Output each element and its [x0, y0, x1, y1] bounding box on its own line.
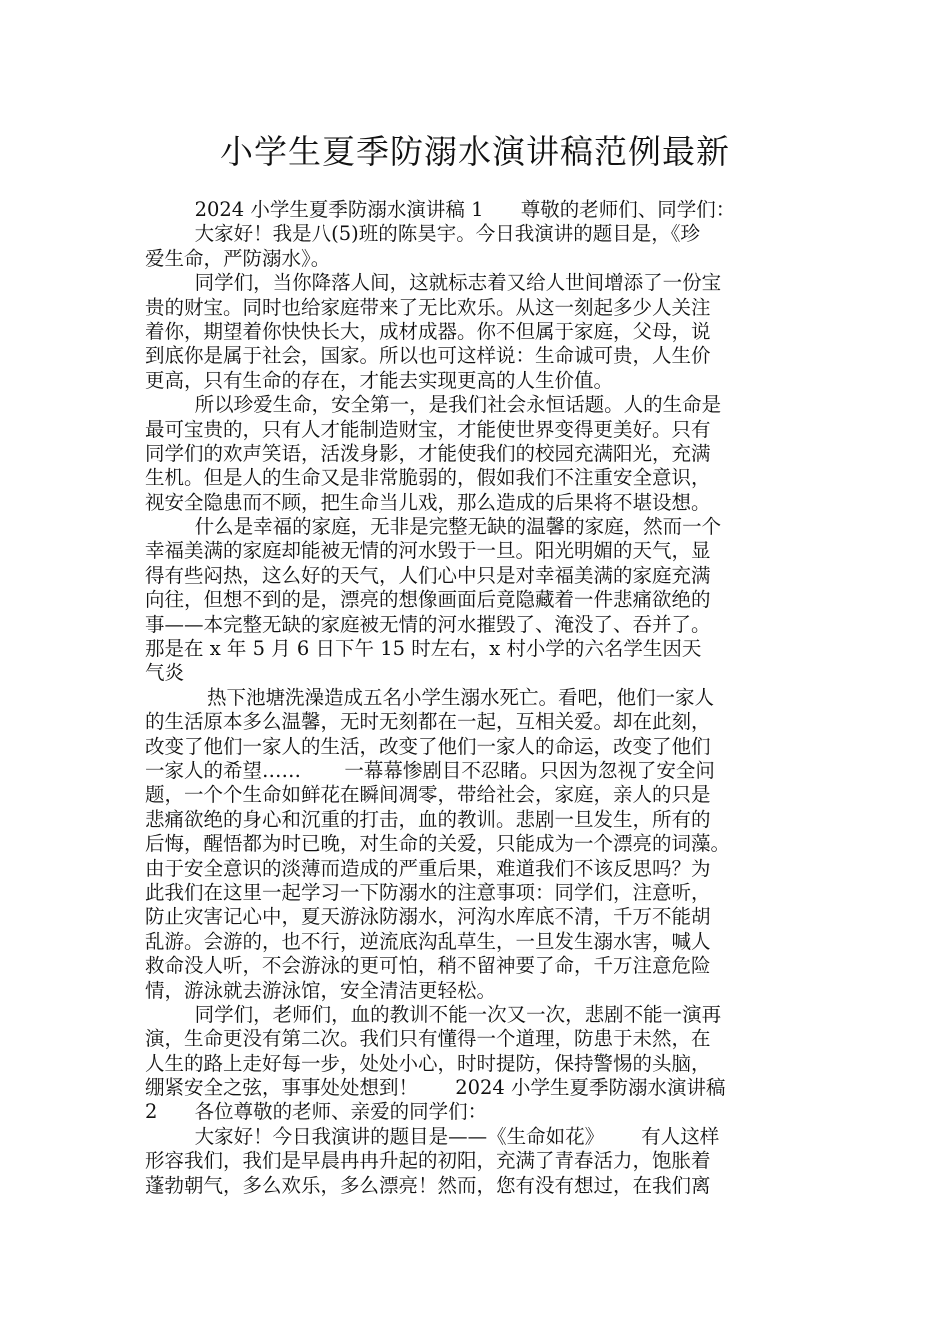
- text-line: 悲痛欲绝的身心和沉重的打击，血的教训。悲剧一旦发生，所有的: [145, 807, 711, 831]
- text-line: 幸福美满的家庭却能被无情的河水毁于一旦。阳光明媚的天气，显: [145, 539, 711, 563]
- text-line: 救命没人听，不会游泳的更可怕，稍不留神要了命，千万注意危险: [145, 954, 711, 978]
- text-line: 什么是幸福的家庭，无非是完整无缺的温馨的家庭，然而一个: [145, 515, 722, 539]
- text-line: 同学们的欢声笑语，活泼身影，才能使我们的校园充满阳光，充满: [145, 441, 711, 465]
- document-title: 小学生夏季防溺水演讲稿范例最新: [220, 132, 730, 171]
- text-line: 的生活原本多么温馨，无时无刻都在一起，互相关爱。却在此刻，: [145, 710, 711, 734]
- text-line: 形容我们，我们是早晨冉冉升起的初阳，充满了青春活力，饱胀着: [145, 1149, 711, 1173]
- text-line: 气炎: [145, 661, 185, 685]
- text-line: 题，一个个生命如鲜花在瞬间凋零，带给社会，家庭，亲人的只是: [145, 783, 711, 807]
- text-line: 得有些闷热，这么好的天气，人们心中只是对幸福美满的家庭充满: [145, 563, 711, 587]
- document-body: [145, 198, 825, 1198]
- text-line: 情，游泳就去游泳馆，安全清洁更轻松。: [145, 978, 497, 1002]
- text-line: 向往，但想不到的是，漂亮的想像画面后竟隐藏着一件悲痛欲绝的: [145, 588, 711, 612]
- text-line: 所以珍爱生命，安全第一，是我们社会永恒话题。人的生命是: [145, 393, 722, 417]
- text-line: 爱生命，严防溺水》。: [145, 246, 331, 270]
- text-line: 那是在 x 年 5 月 6 日下午 15 时左右，x 村小学的六名学生因天: [145, 637, 702, 661]
- text-line: 生机。但是人的生命又是非常脆弱的，假如我们不注重安全意识，: [145, 466, 711, 490]
- text-line: 着你，期望着你快快长大，成材成器。你不但属于家庭，父母，说: [145, 319, 711, 343]
- text-line: 人生的路上走好每一步，处处小心，时时提防，保持警惕的头脑，: [145, 1051, 711, 1075]
- text-line: 2024 小学生夏季防溺水演讲稿 1 尊敬的老师们、同学们：: [145, 198, 736, 221]
- text-line: 大家好！今日我演讲的题目是——《生命如花》 有人这样: [145, 1124, 720, 1148]
- text-line: 事——本完整无缺的家庭被无情的河水摧毁了、淹没了、吞并了。: [145, 612, 711, 636]
- text-line: 一家人的希望…… 一幕幕惨剧目不忍睹。只因为忽视了安全问: [145, 758, 715, 782]
- text-line: 防止灾害记心中，夏天游泳防溺水，河沟水库底不清，千万不能胡: [145, 905, 711, 929]
- text-line: 同学们，老师们，血的教训不能一次又一次，悲剧不能一演再: [145, 1002, 722, 1026]
- text-line: 改变了他们一家人的生活，改变了他们一家人的命运，改变了他们: [145, 734, 711, 758]
- text-line: 视安全隐患而不顾，把生命当儿戏，那么造成的后果将不堪设想。: [145, 490, 711, 514]
- text-line: 同学们，当你降落人间，这就标志着又给人世间增添了一份宝: [145, 271, 722, 295]
- text-line: 大家好！我是八(5)班的陈昊宇。今日我演讲的题目是，《珍: [145, 222, 700, 246]
- text-line: 热下池塘洗澡造成五名小学生溺水死亡。看吧，他们一家人: [145, 685, 714, 709]
- text-line: 到底你是属于社会，国家。所以也可这样说：生命诚可贵，人生价: [145, 344, 711, 368]
- text-line: 乱游。会游的，也不行，逆流底沟乱草生，一旦发生溺水害，喊人: [145, 929, 711, 953]
- text-line: 演，生命更没有第二次。我们只有懂得一个道理，防患于未然，在: [145, 1027, 711, 1051]
- text-line: 后悔，醒悟都为时已晚，对生命的关爱，只能成为一个漂亮的词藻。: [145, 832, 731, 856]
- text-line: 更高，只有生命的存在，才能去实现更高的人生价值。: [145, 368, 614, 392]
- text-line: 蓬勃朝气，多么欢乐，多么漂亮！然而，您有没有想过，在我们离: [145, 1173, 711, 1197]
- text-line: 最可宝贵的，只有人才能制造财宝，才能使世界变得更美好。只有: [145, 417, 711, 441]
- text-line: 2 各位尊敬的老师、亲爱的同学们：: [145, 1100, 488, 1124]
- text-line: 贵的财宝。同时也给家庭带来了无比欢乐。从这一刻起多少人关注: [145, 295, 711, 319]
- text-line: 由于安全意识的淡薄而造成的严重后果，难道我们不该反思吗？为: [145, 856, 711, 880]
- text-line: 此我们在这里一起学习一下防溺水的注意事项：同学们，注意听，: [145, 880, 711, 904]
- text-line: 绷紧安全之弦，事事处处想到！ 2024 小学生夏季防溺水演讲稿: [145, 1076, 726, 1100]
